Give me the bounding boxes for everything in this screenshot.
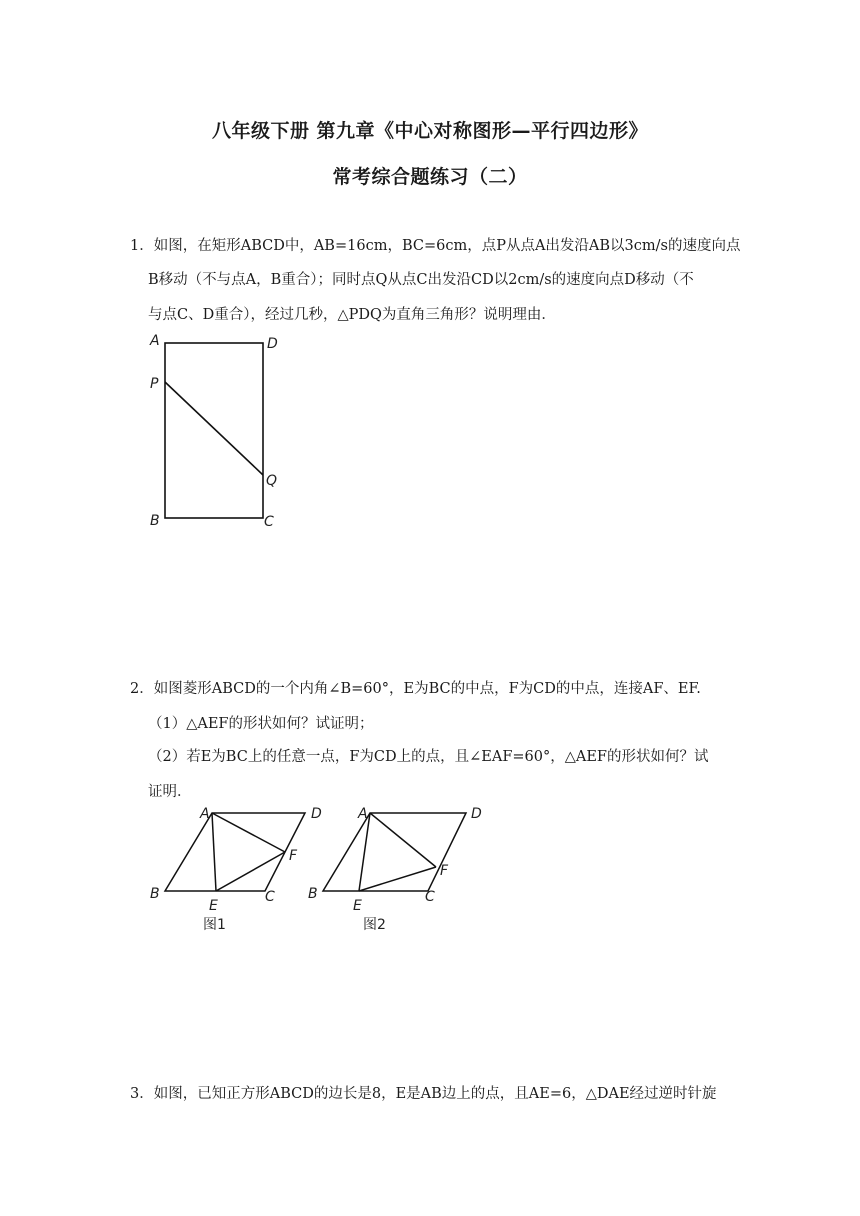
figure-1-caption: 图1 bbox=[203, 917, 226, 933]
label-d: D bbox=[311, 806, 322, 822]
q2-text-line4: 证明． bbox=[148, 784, 192, 800]
label-c: C bbox=[265, 889, 275, 905]
document-title-line1: 八年级下册 第九章《中心对称图形—平行四边形》 bbox=[211, 120, 649, 142]
label-p: P bbox=[150, 376, 159, 392]
q3-text-line1: 3．如图，已知正方形ABCD的边长是8，E是AB边上的点，且AE=6，△DAE经过逆时针旋 bbox=[130, 1086, 717, 1102]
q1-text-line2: B移动（不与点A，B重合）；同时点Q从点C出发沿CD以2cm/s的速度向点D移动（不 bbox=[148, 272, 694, 288]
label-a: A bbox=[200, 806, 210, 822]
document-title-line2: 常考综合题练习（二） bbox=[332, 166, 528, 188]
label-d: D bbox=[267, 336, 278, 352]
label-c: C bbox=[264, 514, 274, 530]
segment-ae bbox=[212, 813, 216, 891]
rectangle-abcd bbox=[165, 343, 263, 518]
figure-2-caption: 图2 bbox=[363, 917, 386, 933]
segment-pq bbox=[165, 382, 263, 475]
label-b: B bbox=[150, 513, 160, 529]
label-f: F bbox=[289, 848, 298, 864]
q1-text-line3: 与点C、D重合），经过几秒，△PDQ为直角三角形？说明理由． bbox=[148, 307, 556, 323]
segment-af bbox=[370, 813, 436, 867]
q1-text-line1: 1．如图，在矩形ABCD中，AB=16cm，BC=6cm，点P从点A出发沿AB以3cm/s的速度向点 bbox=[130, 238, 741, 254]
label-q: Q bbox=[266, 473, 278, 489]
label-e: E bbox=[209, 898, 218, 914]
label-e: E bbox=[353, 898, 362, 914]
label-d: D bbox=[471, 806, 482, 822]
label-f: F bbox=[440, 863, 449, 879]
q2-text-line1: 2．如图菱形ABCD的一个内角∠B=60°，E为BC的中点，F为CD的中点，连接AF、EF. bbox=[130, 681, 701, 697]
q1-rectangle-figure bbox=[140, 330, 300, 530]
label-a: A bbox=[150, 333, 160, 349]
q2-text-line2: （1）△AEF的形状如何？试证明； bbox=[148, 716, 374, 732]
q2-figure-2 bbox=[303, 803, 493, 933]
segment-af bbox=[212, 813, 285, 852]
label-c: C bbox=[425, 889, 435, 905]
segment-ae bbox=[359, 813, 370, 891]
segment-ef bbox=[359, 867, 436, 891]
label-a: A bbox=[358, 806, 368, 822]
label-b: B bbox=[150, 886, 160, 902]
q2-text-line3: （2）若E为BC上的任意一点，F为CD上的点，且∠EAF=60°，△AEF的形状如何？试 bbox=[148, 749, 709, 765]
label-b: B bbox=[308, 886, 318, 902]
